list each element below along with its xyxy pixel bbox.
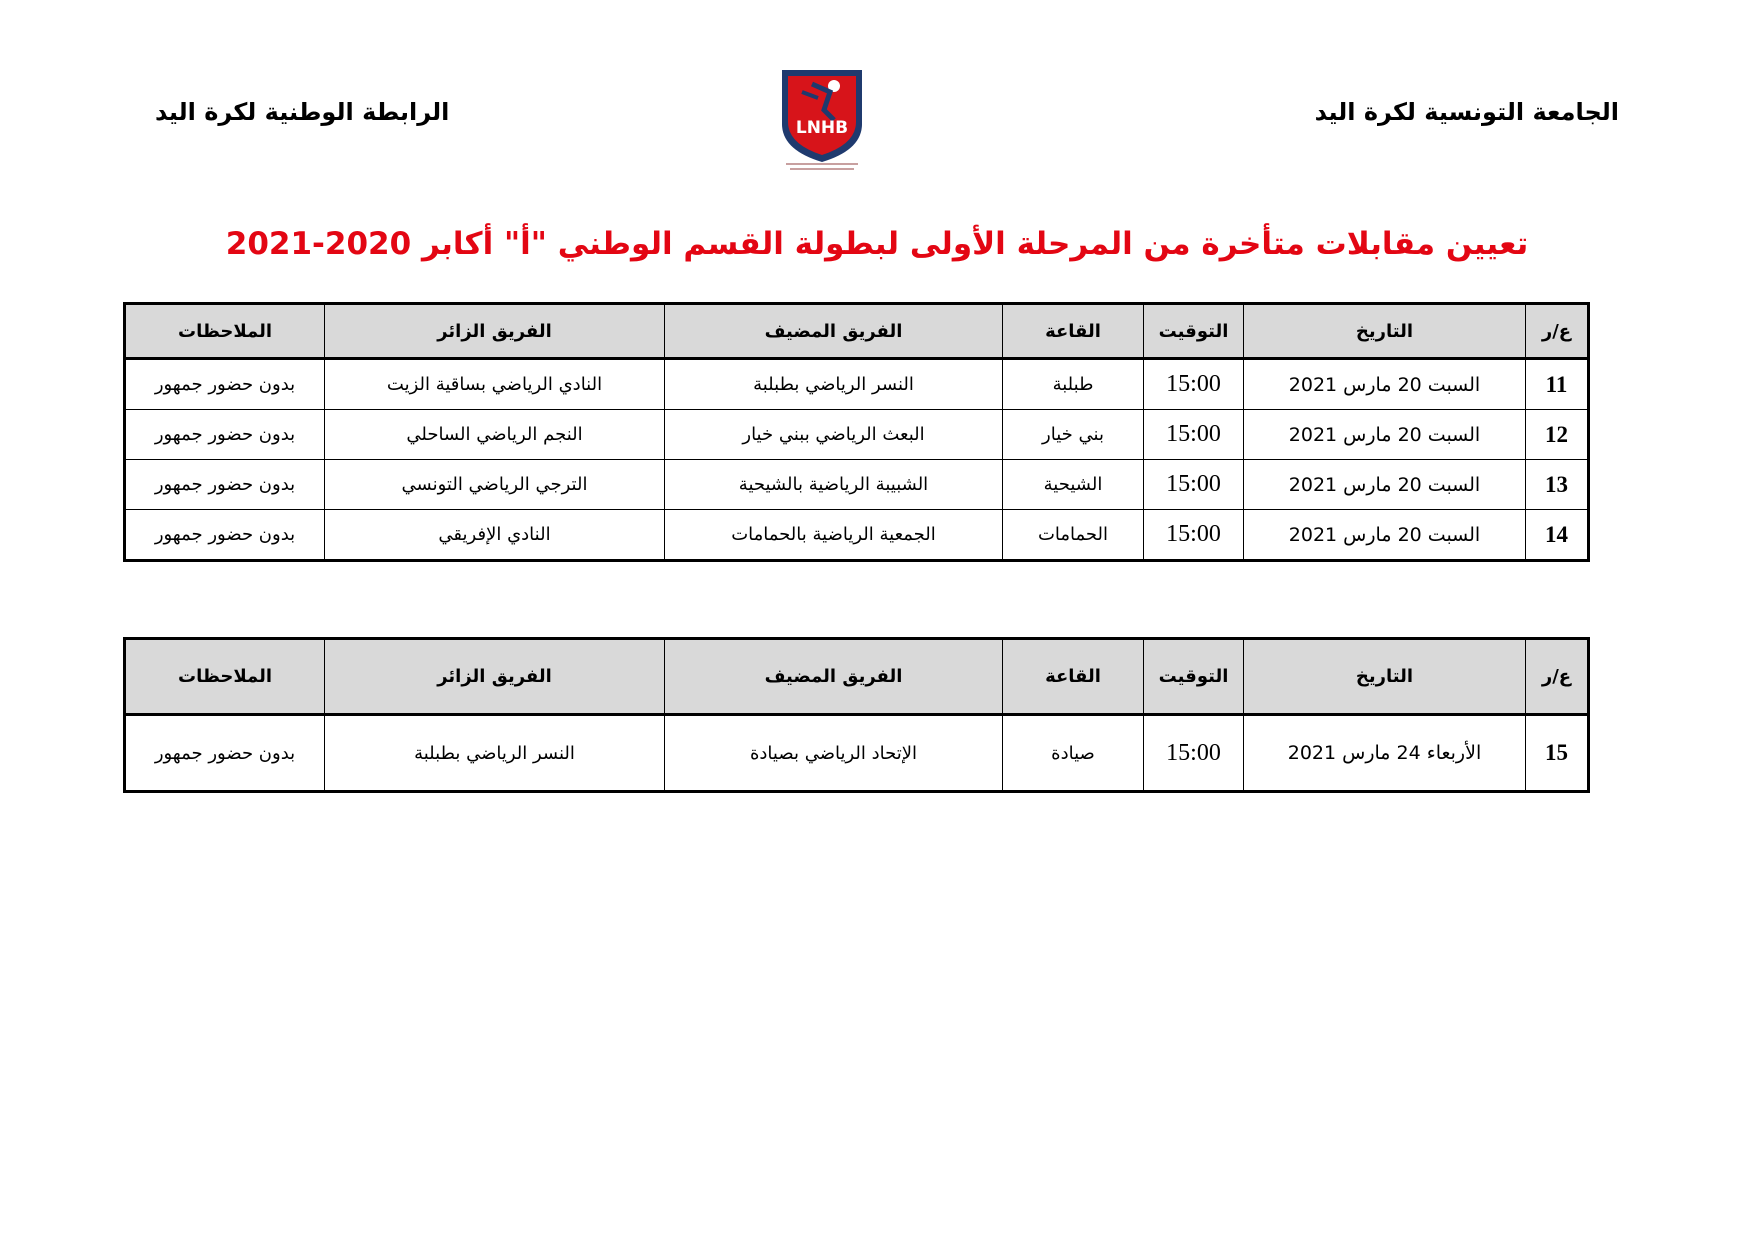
home-team: البعث الرياضي ببني خيار (665, 410, 1003, 460)
col-home-header: الفريق المضيف (665, 304, 1003, 359)
home-team: الجمعية الرياضية بالحمامات (665, 510, 1003, 561)
lnhb-logo (772, 62, 872, 174)
table-row (125, 715, 1589, 792)
match-time: 15:00 (1144, 510, 1244, 561)
match-notes: بدون حضور جمهور (125, 715, 325, 792)
match-date: السبت 20 مارس 2021 (1244, 410, 1526, 460)
table-row (125, 359, 1589, 410)
match-date: الأربعاء 24 مارس 2021 (1244, 715, 1526, 792)
away-team: النادي الرياضي بساقية الزيت (325, 359, 665, 410)
table-header-row (125, 639, 1589, 715)
col-home-header: الفريق المضيف (665, 639, 1003, 715)
match-number: 15 (1526, 715, 1589, 792)
col-notes-header: الملاحظات (125, 304, 325, 359)
match-notes: بدون حضور جمهور (125, 510, 325, 561)
federation-name: الجامعة التونسية لكرة اليد (1314, 98, 1619, 126)
match-number: 13 (1526, 460, 1589, 510)
match-notes: بدون حضور جمهور (125, 359, 325, 410)
match-date: السبت 20 مارس 2021 (1244, 510, 1526, 561)
match-time: 15:00 (1144, 359, 1244, 410)
table-header-row (125, 304, 1589, 359)
table-row (125, 510, 1589, 561)
col-away-header: الفريق الزائر (325, 304, 665, 359)
schedule-table-1 (123, 302, 1590, 562)
schedule-table-2 (123, 637, 1590, 793)
match-notes: بدون حضور جمهور (125, 460, 325, 510)
col-venue-header: القاعة (1003, 639, 1144, 715)
col-notes-header: الملاحظات (125, 639, 325, 715)
match-venue: الشيحية (1003, 460, 1144, 510)
match-venue: الحمامات (1003, 510, 1144, 561)
match-date: السبت 20 مارس 2021 (1244, 460, 1526, 510)
away-team: النسر الرياضي بطبلبة (325, 715, 665, 792)
match-time: 15:00 (1144, 410, 1244, 460)
away-team: الترجي الرياضي التونسي (325, 460, 665, 510)
logo-text: LNHB (795, 118, 849, 138)
home-team: الإتحاد الرياضي بصيادة (665, 715, 1003, 792)
match-venue: صيادة (1003, 715, 1144, 792)
home-team: الشبيبة الرياضية بالشيحية (665, 460, 1003, 510)
page-title: تعيين مقابلات متأخرة من المرحلة الأولى لبطولة القسم الوطني "أ" أكابر 2020-2021 (225, 226, 1529, 262)
home-team: النسر الرياضي بطبلبة (665, 359, 1003, 410)
match-time: 15:00 (1144, 715, 1244, 792)
table-row (125, 460, 1589, 510)
col-date-header: التاريخ (1244, 304, 1526, 359)
match-number: 12 (1526, 410, 1589, 460)
col-date-header: التاريخ (1244, 639, 1526, 715)
league-name: الرابطة الوطنية لكرة اليد (155, 98, 450, 126)
col-num-header: ع/ر (1526, 639, 1589, 715)
away-team: النادي الإفريقي (325, 510, 665, 561)
col-venue-header: القاعة (1003, 304, 1144, 359)
col-time-header: التوقيت (1144, 639, 1244, 715)
away-team: النجم الرياضي الساحلي (325, 410, 665, 460)
col-num-header: ع/ر (1526, 304, 1589, 359)
match-time: 15:00 (1144, 460, 1244, 510)
table-row (125, 410, 1589, 460)
col-time-header: التوقيت (1144, 304, 1244, 359)
match-venue: طبلبة (1003, 359, 1144, 410)
match-notes: بدون حضور جمهور (125, 410, 325, 460)
match-number: 14 (1526, 510, 1589, 561)
match-venue: بني خيار (1003, 410, 1144, 460)
col-away-header: الفريق الزائر (325, 639, 665, 715)
match-date: السبت 20 مارس 2021 (1244, 359, 1526, 410)
match-number: 11 (1526, 359, 1589, 410)
